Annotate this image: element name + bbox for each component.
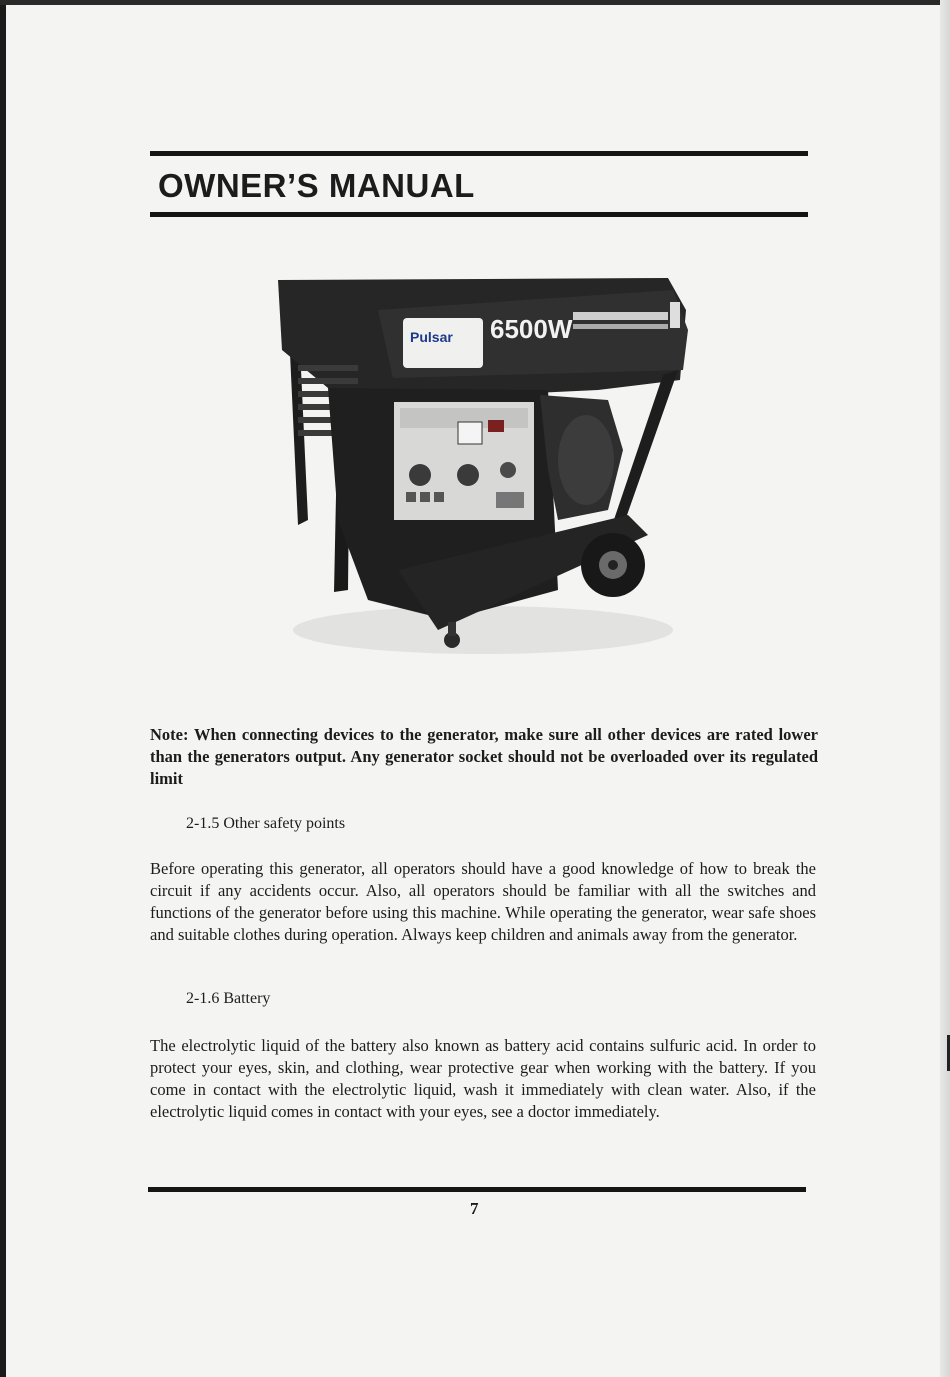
footer-rule bbox=[148, 1187, 806, 1192]
header-rule-top bbox=[150, 151, 808, 156]
header-rule-bottom bbox=[150, 212, 808, 217]
model-label: 6500W bbox=[490, 314, 573, 344]
section-body-other-safety-points: Before operating this generator, all operators should have a good knowledge of how to break the circuit if any accidents occur. Also, all operators should be familiar with all the switches and functions of the generator before using this machine. While operating the generator, wear safe shoes and suitable clothes during operation. Always keep children and animals away from the generator. bbox=[150, 859, 816, 944]
section-body-battery: The electrolytic liquid of the battery also known as battery acid contains sulfuric acid. In order to protect your eyes, skin, and clothing, wear protective gear when working with the battery. If you come in contact with the electrolytic liquid, wash it immediately with clean water. Also, if the electrolytic liquid comes in contact with your eyes, see a doctor immediately. bbox=[150, 1036, 816, 1121]
scan-edge-right bbox=[940, 0, 950, 1377]
generator-photo bbox=[268, 270, 698, 670]
page-number: 7 bbox=[470, 1199, 479, 1218]
note-paragraph: Note: When connecting devices to the generator, make sure all other devices are rated lower than the generators output. Any generator socket should not be overloaded over its regulated limit bbox=[150, 725, 818, 788]
section-heading-other-safety-points: 2-1.5 Other safety points bbox=[186, 815, 346, 832]
section-heading-battery: 2-1.6 Battery bbox=[186, 990, 271, 1007]
brand-label: Pulsar bbox=[410, 329, 453, 345]
scan-edge-left bbox=[0, 0, 6, 1377]
page-title: OWNER’S MANUAL bbox=[158, 167, 475, 204]
scan-edge-top bbox=[0, 0, 950, 5]
